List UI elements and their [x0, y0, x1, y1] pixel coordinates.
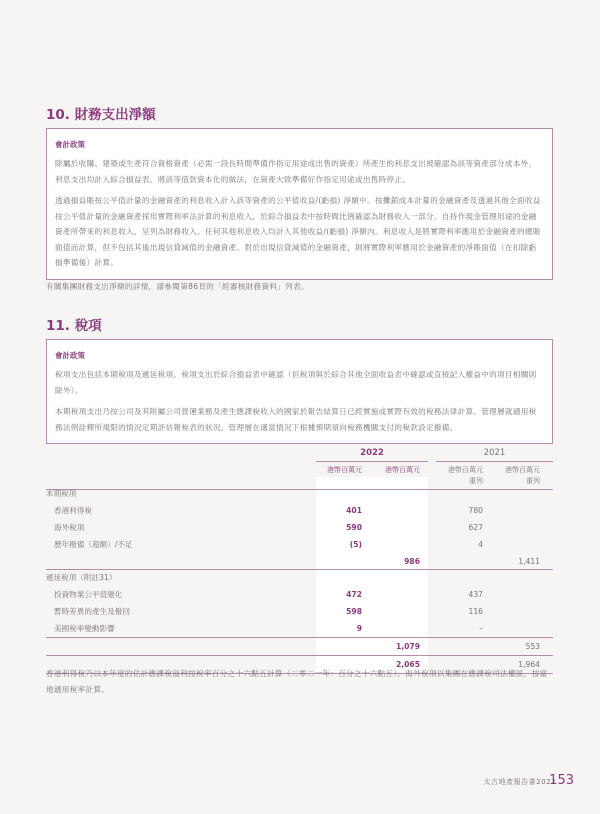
rule-line	[46, 569, 553, 570]
row-label: 歷年撥備（超額）/不足	[54, 540, 133, 549]
cell-c2: 2,065	[395, 660, 420, 669]
box-title: 會計政策	[55, 140, 85, 149]
cell-c2: 1,079	[395, 642, 420, 651]
table-row	[46, 638, 553, 655]
table-row	[46, 519, 553, 536]
row-label: 遞延稅項（附註31）	[46, 573, 117, 582]
page-number: 153	[549, 773, 574, 788]
accounting-policy-box-10	[46, 128, 553, 280]
cell-c1: 590	[346, 523, 362, 532]
cell-c2: 986	[404, 557, 420, 566]
section-10-title: 10. 財務支出淨額	[46, 107, 156, 123]
year-header-2021: 2021	[436, 448, 553, 462]
report-title: 太古地產報告書2022	[483, 778, 556, 786]
cell-c3: –	[479, 624, 483, 633]
rule-line	[46, 637, 553, 638]
table-row	[46, 553, 553, 570]
cell-c4: 553	[525, 642, 540, 651]
cell-c1: 9	[356, 624, 362, 633]
row-label: 美國稅率變動影響	[54, 624, 115, 633]
table-row	[46, 569, 553, 586]
unit-header: 港幣百萬元	[327, 466, 362, 474]
table-row	[46, 536, 553, 553]
policy-paragraph: 透過損益賬按公平值計量的金融資產的利息收入計入該等資產的公平值收益/(虧損) 淨額中。按攤銷成本計量的金融資產及透過其他全面收益按公平值計量的金融資產採用實際利率法計算的利息收入，於綜合損益表中按時間比例確認為財務收入一部分。自持作現金管理用途的金融資產所帶來的利息收入，呈列為財務收入。任何其他利息收入均計入其他收益/(虧損) 淨額內。利息收入是將實際利率應用於金融資產的總賬面值而計算，但不包括其後出現信貸減值的金融資產。對於出現信貸減值的金融資產，則將實際利率應用於金融資產的淨賬面值（在扣除虧損準備後）計算。	[55, 196, 541, 267]
row-label: 海外稅項	[54, 523, 85, 532]
cell-c1: 472	[346, 590, 362, 599]
table-row	[46, 586, 553, 603]
row-label: 香港利得稅	[54, 506, 92, 515]
unit-header: 港幣百萬元 重列	[505, 466, 540, 485]
box-title: 會計政策	[55, 351, 85, 360]
section-11-title: 11. 稅項	[46, 318, 102, 334]
cell-c1: (5)	[349, 540, 362, 549]
year-header-2022: 2022	[316, 448, 428, 462]
table-row	[46, 485, 553, 502]
row-label: 本期稅項	[46, 489, 77, 498]
policy-paragraph: 本期稅項支出乃按公司及其附屬公司營運業務及產生應課稅收入的國家於報告結算日已經實施或實際有效的稅務法律計算。管理層就適用稅務法例詮釋所規限的情況定期評估報稅表的狀況。管理層在適當情況下根據預期須向稅務機關支付的稅款設定撥備。	[55, 407, 537, 432]
unit-header: 港幣百萬元 重列	[448, 466, 483, 485]
cell-c1: 598	[346, 607, 362, 616]
table-row	[46, 603, 553, 620]
cell-c3: 437	[468, 590, 483, 599]
section-11-note: 香港利得稅乃以本年度的估計應課稅溢利按稅率百分之十六點五計算（二零二一年：百分之十六點五）。海外稅項以集團在應課稅司法權區，按當地適用稅率計算。	[46, 669, 548, 694]
cell-c1: 401	[346, 506, 362, 515]
cell-c4: 1,411	[518, 557, 540, 566]
accounting-policy-box-11	[46, 339, 553, 444]
cell-c3: 627	[468, 523, 483, 532]
cell-c3: 780	[468, 506, 483, 515]
section-10-note: 有關集團財務支出淨額的詳情，請參閱第86頁的「經審核財務資料」列表。	[46, 282, 309, 291]
cell-c3: 4	[478, 540, 483, 549]
table-row	[46, 502, 553, 519]
row-label: 投資物業公平值變化	[54, 590, 123, 599]
policy-paragraph: 除屬於收購、建築或生產符合資格資產（必需一段長時間準備作指定用途或出售的資產）所產生的利息支出被確認為該等資產部分成本外，利息支出均計入綜合損益表。將該等借款資本化的做法，在資產大致準備好作指定用途或出售時停止。	[55, 159, 537, 184]
policy-paragraph: 稅項支出包括本期稅項及遞延稅項。稅項支出於綜合損益表中確認（但稅項與於綜合其他全面收益表中確認或直接記入權益中的項目相關則除外）。	[55, 370, 537, 395]
row-label: 暫時差異的產生及撥回	[54, 607, 130, 616]
unit-header: 港幣百萬元	[385, 466, 420, 474]
rule-line	[46, 655, 553, 656]
cell-c4: 1,964	[518, 660, 540, 669]
table-row	[46, 620, 553, 637]
cell-c3: 116	[468, 607, 483, 616]
